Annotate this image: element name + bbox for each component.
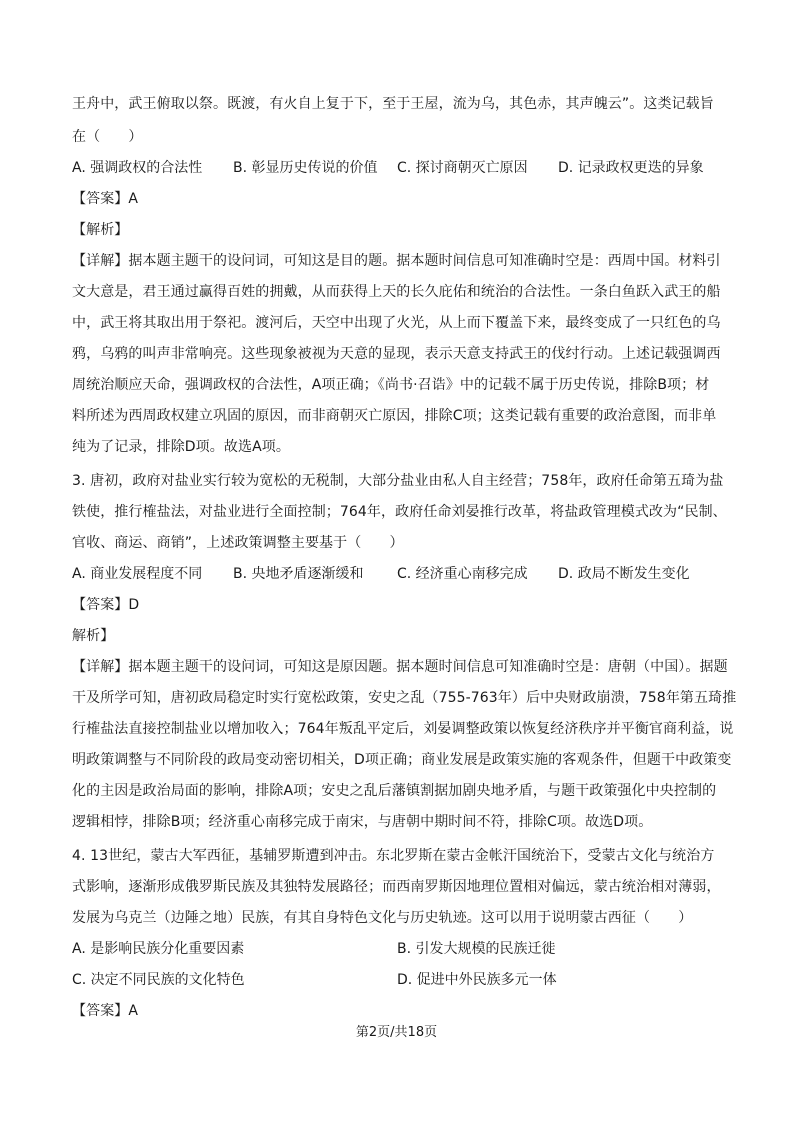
q3-answer: 【答案】D xyxy=(72,597,140,613)
q3-option-a[interactable]: A. 商业发展程度不同 xyxy=(72,566,203,582)
q4-option-a[interactable]: A. 是影响民族分化重要因素 xyxy=(72,941,245,957)
q2-option-b[interactable]: B. 彰显历史传说的价值 xyxy=(233,160,378,176)
q3-option-c[interactable]: C. 经济重心南移完成 xyxy=(397,566,528,582)
q3-option-d[interactable]: D. 政局不断发生变化 xyxy=(558,566,690,582)
q4-stem-line: 4. 13世纪，蒙古大军西征，基辅罗斯遭到冲击。东北罗斯在蒙古金帐汗国统治下，受蒙古文化与统治方 xyxy=(72,848,715,864)
q4-stem-line: 式影响，逐渐形成俄罗斯民族及其独特发展路径；而西南罗斯因地理位置相对偏远，蒙古统治相对薄弱， xyxy=(72,879,721,895)
q4-option-d[interactable]: D. 促进中外民族多元一体 xyxy=(397,972,557,988)
q4-option-c[interactable]: C. 决定不同民族的文化特色 xyxy=(72,972,245,988)
q2-option-c[interactable]: C. 探讨商朝灭亡原因 xyxy=(397,160,528,176)
q2-detail-line: 周统治顺应天命，强调政权的合法性，A项正确；《尚书·召诰》中的记载不属于历史传说，排除B项；材 xyxy=(72,377,710,393)
q3-detail-line: 逻辑相悖，排除B项；经济重心南移完成于南宋，与唐朝中期时间不符，排除C项。故选D项。 xyxy=(72,814,653,830)
q2-detail-line: 中，武王将其取出用于祭祀。渡河后，天空中出现了火光，从上而下覆盖下来，最终变成了一只红色的乌 xyxy=(72,315,721,331)
q2-option-d[interactable]: D. 记录政权更迭的异象 xyxy=(558,160,704,176)
q3-detail-line: 干及所学可知，唐初政局稳定时实行宽松政策，安史之乱（755-763年）后中央财政崩溃，758年第五琦推 xyxy=(72,690,737,706)
q2-detail-line: 鸦，乌鸦的叫声非常响亮。这些现象被视为天意的显现，表示天意支持武王的伐纣行动。上述记载强调西 xyxy=(72,346,721,362)
q2-answer: 【答案】A xyxy=(72,191,139,207)
q3-stem-line: 铁使，推行榷盐法，对盐业进行全面控制；764年，政府任命刘晏推行改革，将盐政管理模式改为“民制、 xyxy=(72,504,727,520)
page-footer: 第2页/共18页 xyxy=(355,1025,438,1040)
q2-analysis-label: 【解析】 xyxy=(72,222,129,238)
q2-option-a[interactable]: A. 强调政权的合法性 xyxy=(72,160,203,176)
q2-detail-line: 文大意是，君王通过赢得百姓的拥戴，从而获得上天的长久庇佑和统治的合法性。一条白鱼跃入武王的船 xyxy=(72,284,721,300)
q3-stem-line: 官收、商运、商销”，上述政策调整主要基于（ ） xyxy=(72,535,404,551)
q2-detail-line: 料所述为西周政权建立巩固的原因，而非商朝灭亡原因，排除C项；这类记载有重要的政治意图，而非单 xyxy=(72,408,717,424)
q3-stem-line: 3. 唐初，政府对盐业实行较为宽松的无税制，大部分盐业由私人自主经营；758年，政府任命第五琦为盐 xyxy=(72,473,724,489)
q3-detail-line: 行榷盐法直接控制盐业以增加收入；764年叛乱平定后，刘晏调整政策以恢复经济秩序并平衡官商利益，说 xyxy=(72,721,734,737)
q2-detail-line: 纯为了记录，排除D项。故选A项。 xyxy=(72,439,290,455)
q3-detail-line: 化的主因是政治局面的影响，排除A项；安史之乱后藩镇割据加剧央地矛盾，与题干政策强化中央控制的 xyxy=(72,783,717,799)
q3-option-b[interactable]: B. 央地矛盾逐渐缓和 xyxy=(233,566,364,582)
q3-analysis-label: 解析】 xyxy=(72,628,115,644)
q2-stem-line: 在（ ） xyxy=(72,129,143,145)
q3-detail-line: 【详解】据本题主题干的设问词，可知这是原因题。据本题时间信息可知准确时空是：唐朝（中国）。据题 xyxy=(72,659,728,675)
q2-stem-line: 王舟中，武王俯取以祭。既渡，有火自上复于下，至于王屋，流为乌，其色赤，其声魄云”。这类记载旨 xyxy=(72,96,714,112)
q2-detail-line: 【详解】据本题主题干的设问词，可知这是目的题。据本题时间信息可知准确时空是：西周中国。材料引 xyxy=(72,253,721,269)
q4-answer: 【答案】A xyxy=(72,1003,139,1019)
q4-option-b[interactable]: B. 引发大规模的民族迁徙 xyxy=(397,941,556,957)
q4-stem-line: 发展为乌克兰（边陲之地）民族，有其自身特色文化与历史轨迹。这可以用于说明蒙古西征（ ） xyxy=(72,910,693,926)
q3-detail-line: 明政策调整与不同阶段的政局变动密切相关，D项正确；商业发展是政策实施的客观条件，但题干中政策变 xyxy=(72,752,732,768)
